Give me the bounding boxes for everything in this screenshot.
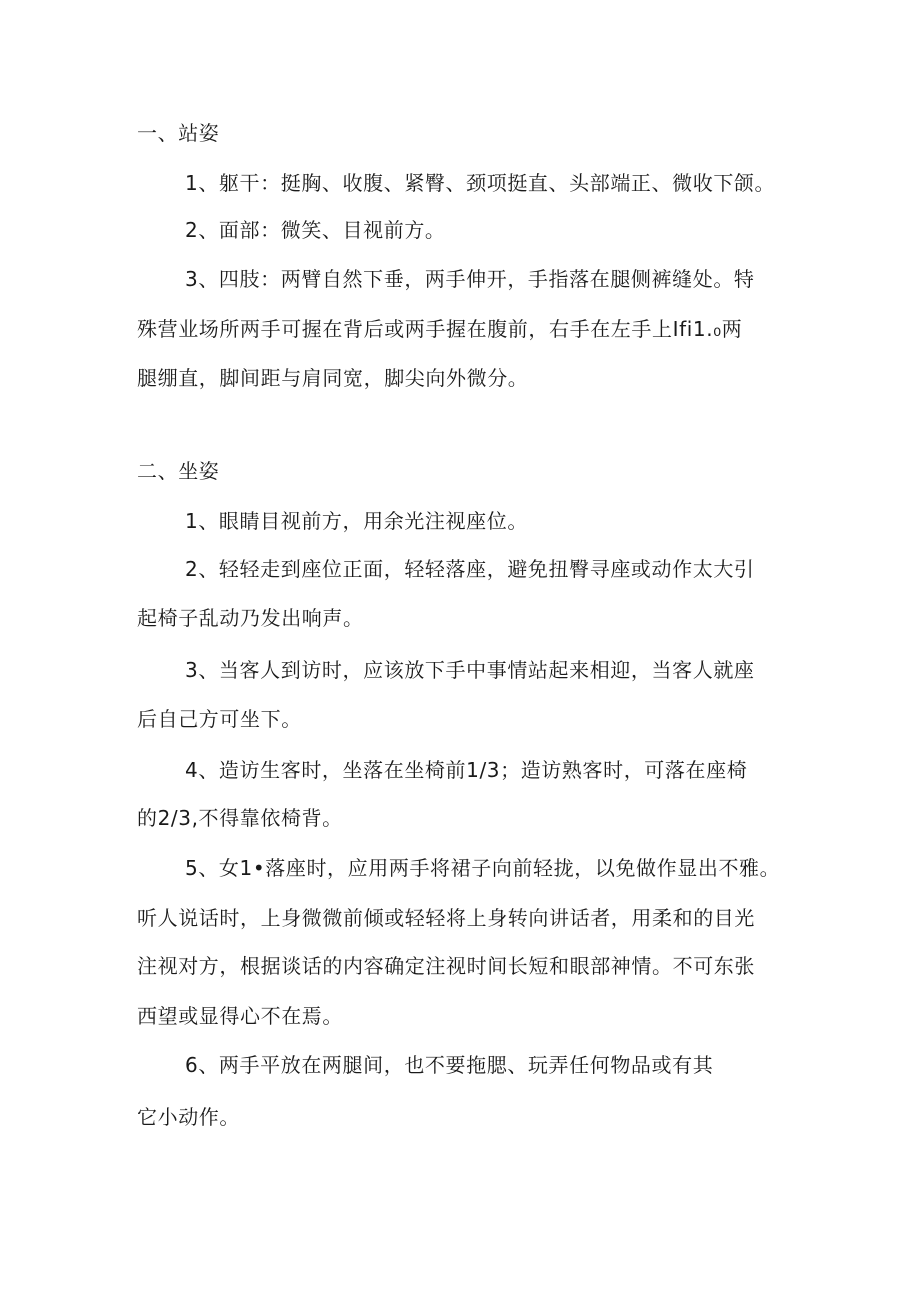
sitting-item-5-line-3: 注视对方，根据谈话的内容确定注视时间长短和眼部神情。不可东张: [137, 954, 755, 978]
standing-item-3-line-1: 3、四肢：两臂自然下垂，两手伸开，手指落在腿侧裤缝处。特: [185, 267, 755, 291]
standing-item-1: 1、躯干：挺胸、收腹、紧臀、颈项挺直、头部端正、微收下颌。: [185, 171, 776, 195]
sitting-item-2-line-2: 起椅子乱动乃发出响声。: [137, 606, 364, 630]
sitting-item-3-line-2: 后自己方可坐下。: [137, 707, 302, 731]
section-heading-standing: 一、站姿: [137, 121, 220, 145]
sitting-item-5-line-4: 西望或显得心不在焉。: [137, 1004, 343, 1028]
standing-item-3-line-2: 殊营业场所两手可握在背后或两手握在腹前，右手在左手上Ifi1.₀两: [137, 317, 743, 341]
sitting-item-3-line-1: 3、当客人到访时，应该放下手中事情站起来相迎，当客人就座: [185, 658, 755, 682]
standing-item-3-line-3: 腿绷直，脚间距与肩同宽，脚尖向外微分。: [137, 366, 529, 390]
standing-item-2: 2、面部：微笑、目视前方。: [185, 218, 446, 242]
sitting-item-5-line-2: 听人说话时，上身微微前倾或轻轻将上身转向讲话者，用柔和的目光: [137, 906, 755, 930]
sitting-item-4-line-1: 4、造访生客时，坐落在坐椅前1/3；造访熟客时，可落在座椅: [185, 758, 748, 782]
sitting-item-1: 1、眼睛目视前方，用余光注视座位。: [185, 509, 528, 533]
sitting-item-6-line-1: 6、两手平放在两腿间，也不要拖腮、玩弄任何物品或有其: [185, 1053, 714, 1077]
sitting-item-2-line-1: 2、轻轻走到座位正面，轻轻落座，避免扭臀寻座或动作太大引: [185, 557, 755, 581]
sitting-item-6-line-2: 它小动作。: [137, 1105, 240, 1129]
sitting-item-5-line-1: 5、女1•落座时，应用两手将裙子向前轻拢，以免做作显出不雅。: [185, 856, 781, 880]
section-heading-sitting: 二、坐姿: [137, 459, 220, 483]
sitting-item-4-line-2: 的2/3,不得靠依椅背。: [137, 806, 343, 830]
